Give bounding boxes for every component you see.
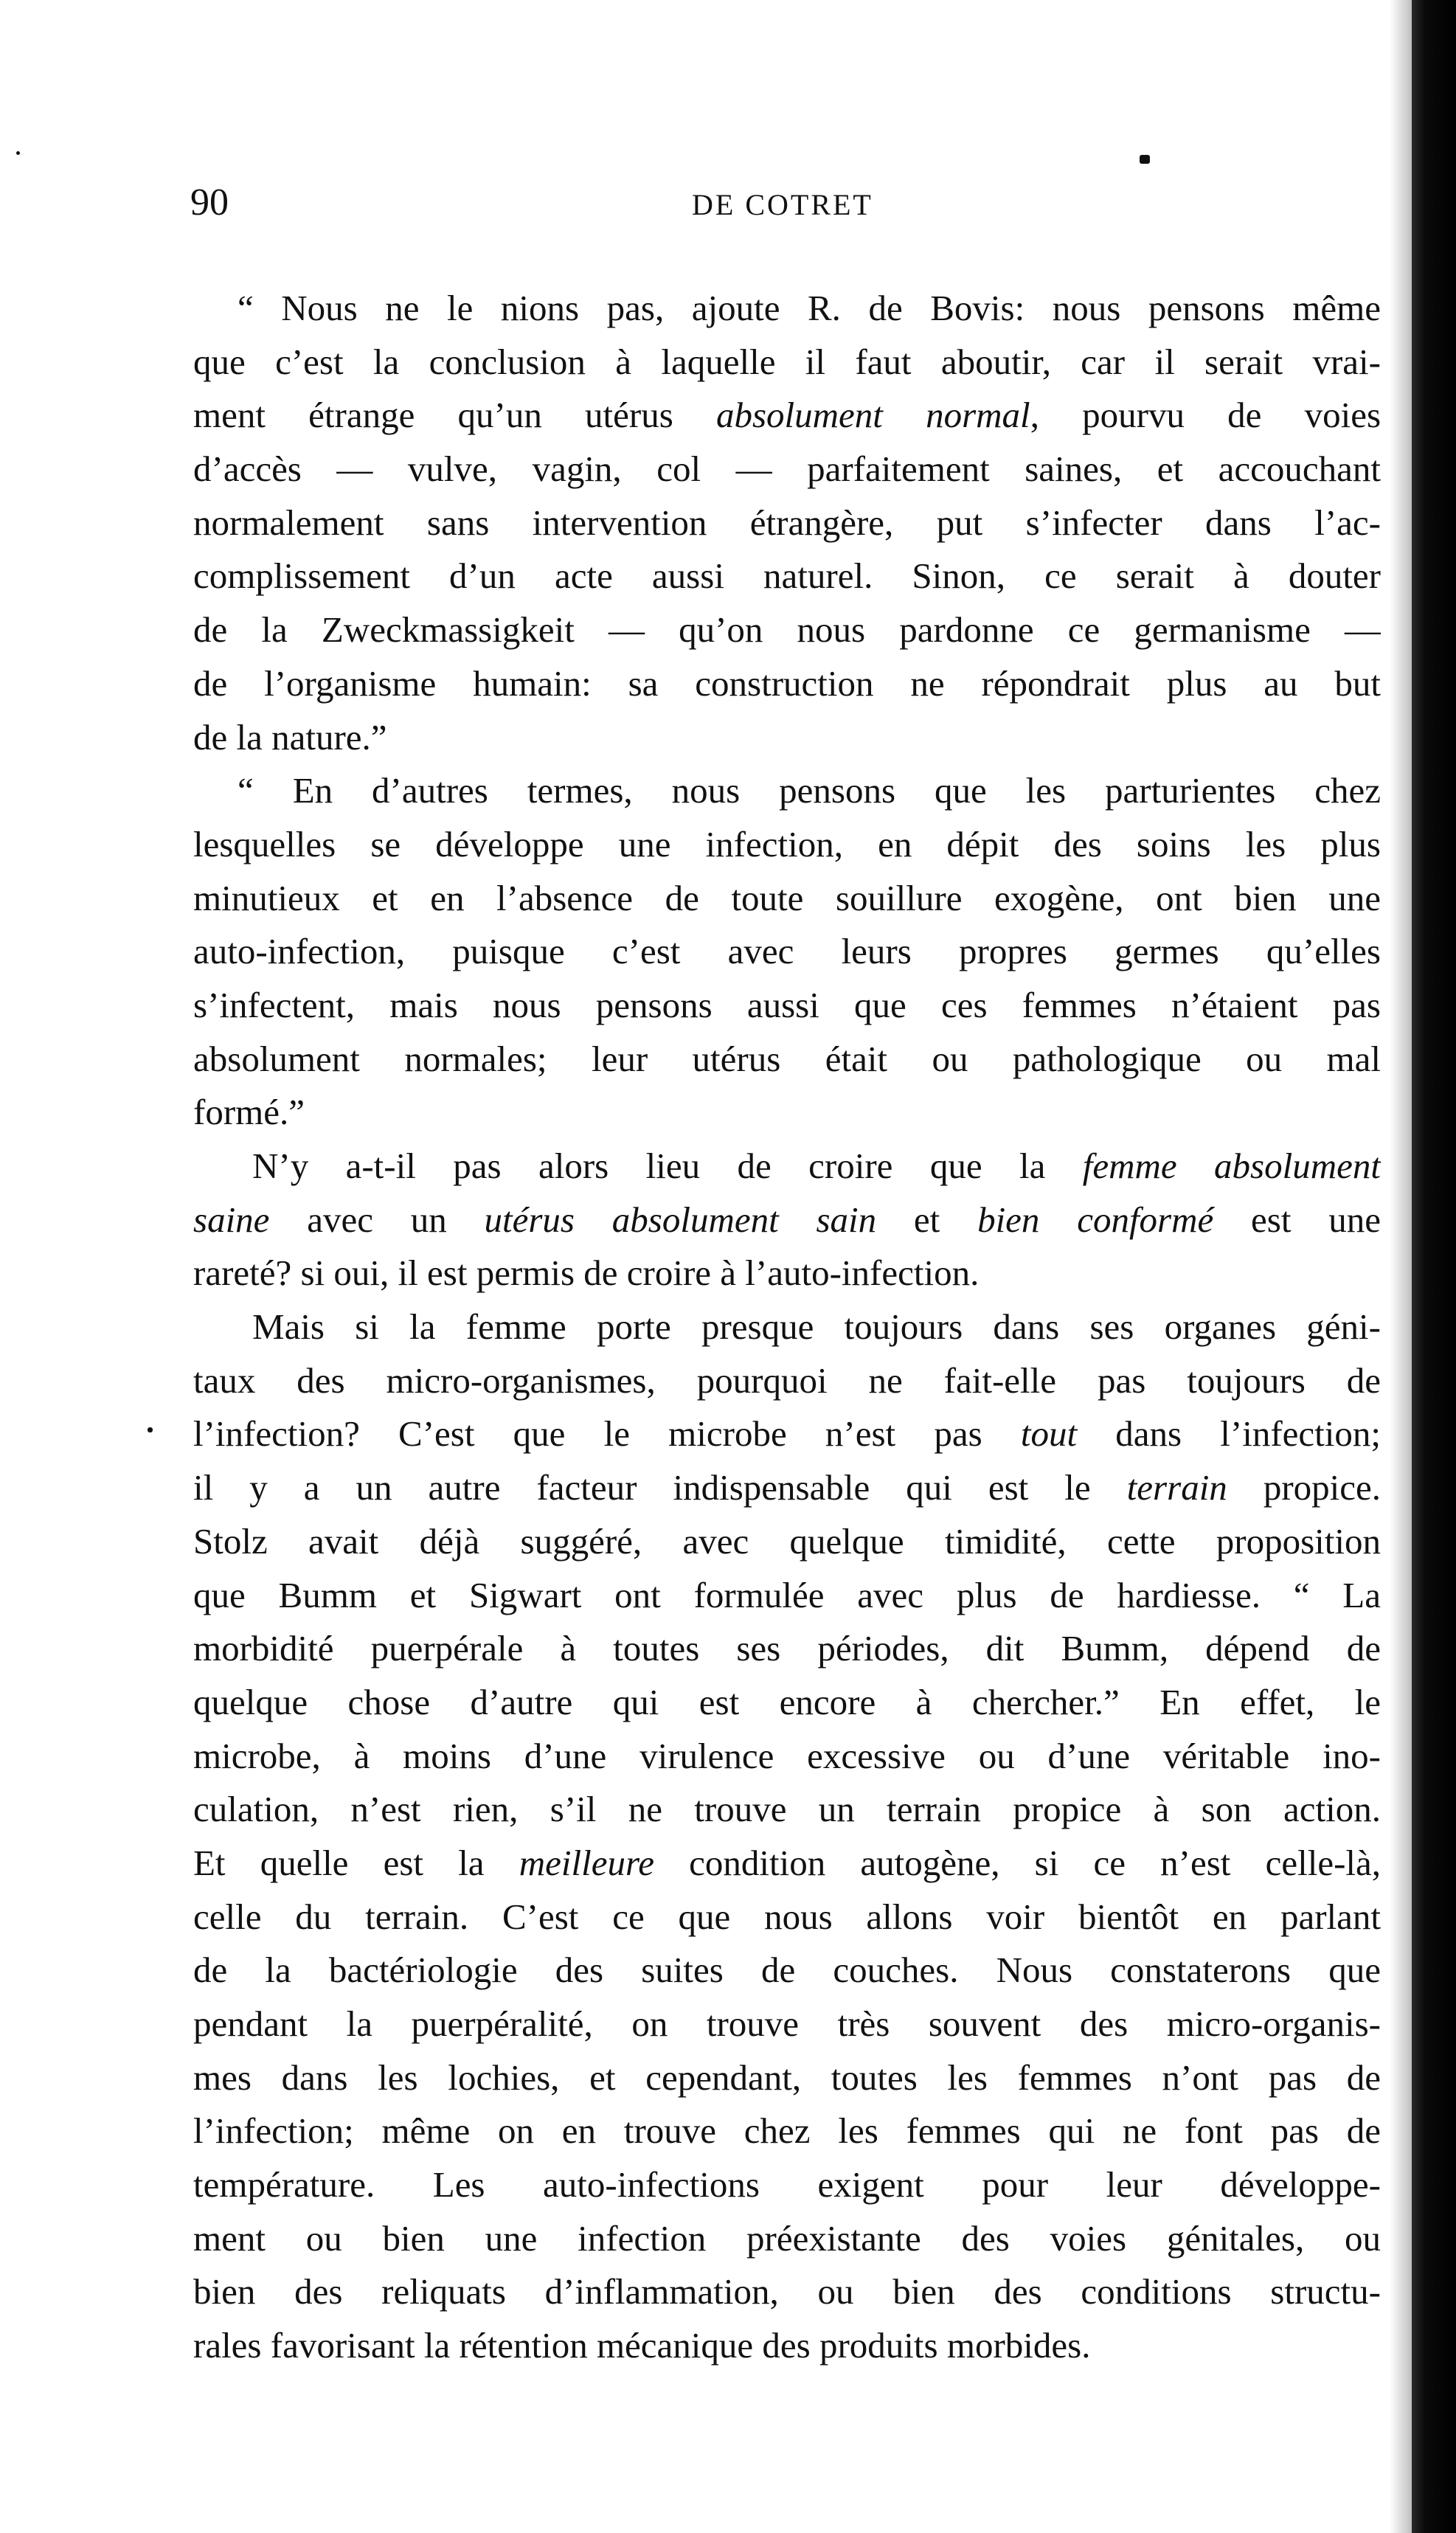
running-head: DE COTRET bbox=[692, 188, 873, 221]
text-line: mes dans les lochies, et cependant, toutes les femmes n’ont pas de bbox=[193, 2056, 1381, 2098]
text-line: s’infectent, mais nous pensons aussi que ces femmes n’étaient pas bbox=[193, 984, 1381, 1025]
text-line: minutieux et en l’absence de toute souillure exogène, ont bien une bbox=[193, 877, 1381, 918]
text-line: ment ou bien une infection préexistante des voies génitales, ou bbox=[193, 2217, 1381, 2259]
text-line: l’infection; même on en trouve chez les femmes qui ne font pas de bbox=[193, 2110, 1381, 2152]
text-line: Et quelle est la meilleure condition autogène, si ce n’est celle-là, bbox=[193, 1842, 1381, 1883]
ink-speck bbox=[148, 1427, 153, 1432]
text-line: d’accès — vulve, vagin, col — parfaitement saines, et accouchant bbox=[193, 448, 1381, 490]
text-line: ment étrange qu’un utérus absolument normal, pourvu de voies bbox=[193, 395, 1381, 436]
text-line: N’y a-t-il pas alors lieu de croire que la femme absolument bbox=[252, 1146, 1381, 1186]
text-line: de la nature.” bbox=[193, 716, 387, 758]
text-line: “ En d’autres termes, nous pensons que les parturientes chez bbox=[238, 770, 1381, 811]
text-line: “ Nous ne le nions pas, ajoute R. de Bovis: nous pensons même bbox=[238, 288, 1381, 328]
text-line: que c’est la conclusion à laquelle il faut aboutir, car il serait vrai- bbox=[193, 341, 1381, 382]
text-line: formé.” bbox=[193, 1092, 305, 1133]
text-line: morbidité puerpérale à toutes ses périodes, dit Bumm, dépend de bbox=[193, 1628, 1381, 1669]
text-line: auto-infection, puisque c’est avec leurs propres germes qu’elles bbox=[193, 931, 1381, 972]
text-line: rareté? si oui, il est permis de croire à l’auto-infection. bbox=[193, 1252, 980, 1294]
text-line: Mais si la femme porte presque toujours dans ses organes géni- bbox=[252, 1306, 1381, 1348]
text-line: saine avec un utérus absolument sain et bien conformé est une bbox=[193, 1199, 1381, 1240]
text-line: rales favorisant la rétention mécanique des produits morbides. bbox=[193, 2325, 1091, 2366]
text-line: bien des reliquats d’inflammation, ou bien des conditions structu- bbox=[193, 2271, 1381, 2312]
text-line: lesquelles se développe une infection, en dépit des soins les plus bbox=[193, 823, 1381, 864]
text-line: microbe, à moins d’une virulence excessive ou d’une véritable ino- bbox=[193, 1735, 1381, 1776]
text-line: taux des micro-organismes, pourquoi ne fait-elle pas toujours de bbox=[193, 1359, 1381, 1401]
text-line: de l’organisme humain: sa construction ne répondrait plus au but bbox=[193, 662, 1381, 704]
page-number: 90 bbox=[190, 181, 229, 224]
body-text bbox=[193, 282, 1381, 2373]
text-line: Stolz avait déjà suggéré, avec quelque timidité, cette proposition bbox=[193, 1520, 1381, 1562]
text-line: il y a un autre facteur indispensable qui est le terrain propice. bbox=[193, 1467, 1381, 1508]
text-line: que Bumm et Sigwart ont formulée avec plus de hardiesse. “ La bbox=[193, 1574, 1381, 1615]
page-binding-edge bbox=[1412, 0, 1456, 2533]
text-line: absolument normales; leur utérus était ou pathologique ou mal bbox=[193, 1038, 1381, 1079]
text-line: normalement sans intervention étrangère, put s’infecter dans l’ac- bbox=[193, 502, 1381, 543]
text-line: l’infection? C’est que le microbe n’est pas tout dans l’infection; bbox=[193, 1413, 1381, 1455]
text-line: complissement d’un acte aussi naturel. Sinon, ce serait à douter bbox=[193, 555, 1381, 597]
page-header bbox=[190, 181, 1385, 225]
text-line: de la bactériologie des suites de couches. Nous constaterons que bbox=[193, 1950, 1381, 1991]
text-line: pendant la puerpéralité, on trouve très souvent des micro-organis- bbox=[193, 2003, 1381, 2044]
text-line: de la Zweckmassigkeit — qu’on nous pardonne ce germanisme — bbox=[193, 609, 1381, 651]
ink-speck bbox=[16, 151, 20, 155]
text-line: température. Les auto-infections exigent pour leur développe- bbox=[193, 2164, 1381, 2205]
ink-speck bbox=[1140, 155, 1150, 164]
text-line: celle du terrain. C’est ce que nous allons voir bientôt en parlant bbox=[193, 1896, 1381, 1937]
text-line: quelque chose d’autre qui est encore à chercher.” En effet, le bbox=[193, 1681, 1381, 1722]
page-edge-shadow bbox=[1390, 0, 1412, 2533]
text-line: culation, n’est rien, s’il ne trouve un terrain propice à son action. bbox=[193, 1789, 1381, 1830]
